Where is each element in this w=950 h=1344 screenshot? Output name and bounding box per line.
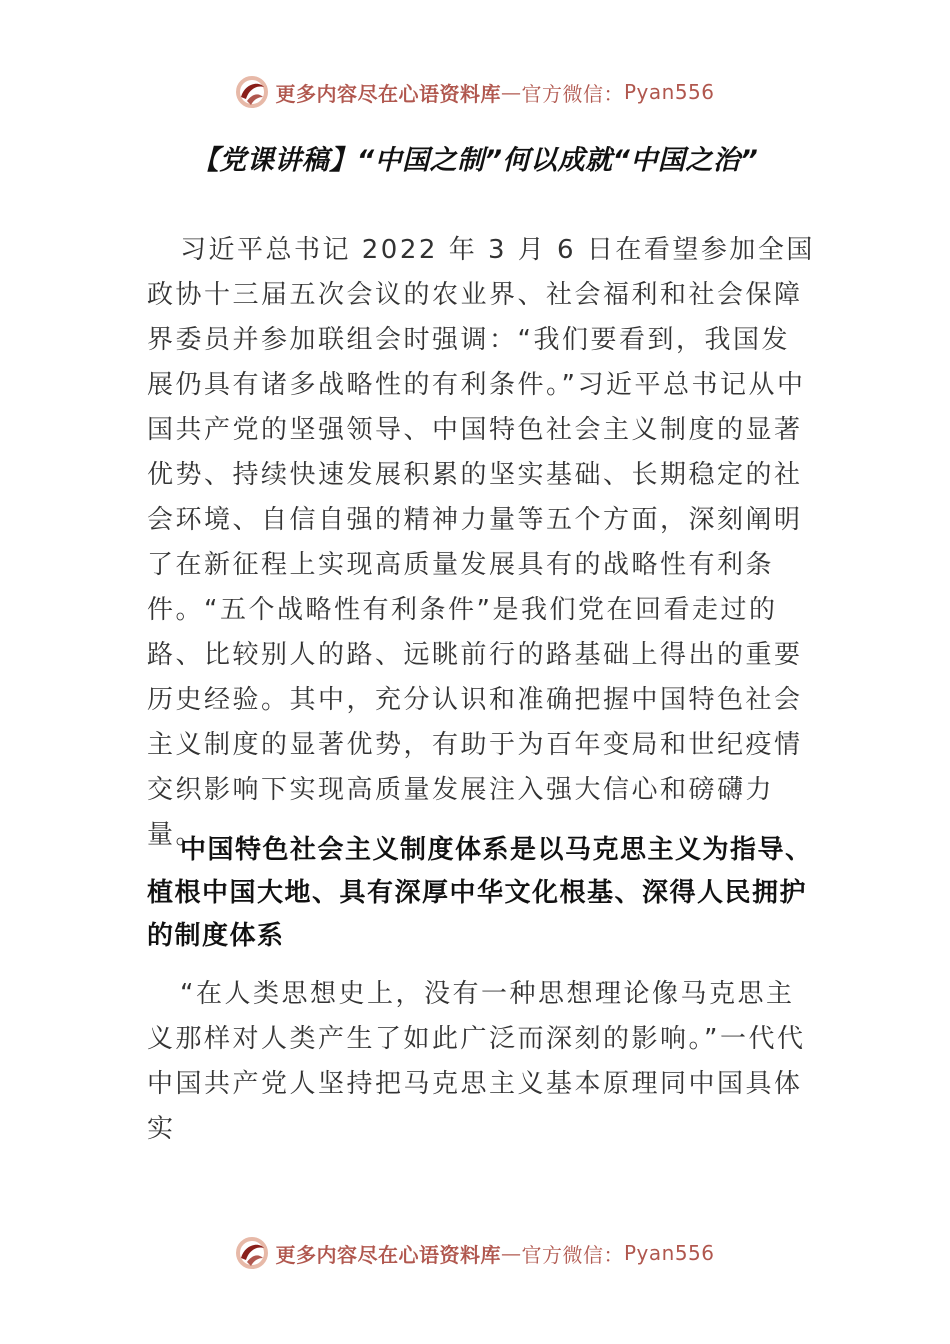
- banner-wechat-label: 官方微信：: [521, 1242, 624, 1267]
- banner-brand-text: 更多内容尽在心语资料库: [275, 81, 501, 106]
- banner-separator: —: [500, 80, 522, 104]
- banner-wechat-label: 官方微信：: [521, 81, 624, 106]
- body-paragraph-2: “在人类思想史上，没有一种思想理论像马克思主义那样对人类产生了如此广泛而深刻的影响。”一代代中国共产党人坚持把马克思主义基本原理同中国具体实: [147, 979, 806, 1144]
- brand-logo-icon: [235, 1236, 269, 1270]
- body-paragraph-1: 习近平总书记 2022 年 3 月 6 日在看望参加全国政协十三届五次会议的农业界、社会福利和社会保障界委员并参加联组会时强调：“我们要看到，我国发展仍具有诸多战略性的有利条件。”习近平总书记从中国共产党的坚强领导、中国特色社会主义制度的显著优势、持续快速发展积累的坚实基础、长期稳定的社会环境、自信自强的精神力量等五个方面，深刻阐明了在新征程上实现高质量发展具有的战略性有利条件。“五个战略性有利条件”是我们党在回看走过的路、比较别人的路、远眺前行的路基础上得出的重要历史经验。其中，充分认识和准确把握中国特色社会主义制度的显著优势，有助于为百年变局和世纪疫情交织影响下实现高质量发展注入强大信心和磅礴力量。: [147, 235, 815, 850]
- section-heading-1: 中国特色社会主义制度体系是以马克思主义为指导、植根中国大地、具有深厚中华文化根基、深得人民拥护的制度体系: [147, 835, 813, 951]
- footer-banner: [0, 1233, 950, 1273]
- banner-wechat-id: Pyan556: [623, 80, 715, 104]
- banner-separator: —: [500, 1241, 522, 1265]
- document-title: 【党课讲稿】“中国之制”何以成就“中国之治”: [191, 145, 759, 176]
- banner-brand-text: 更多内容尽在心语资料库: [275, 1242, 501, 1267]
- brand-logo-icon: [235, 75, 269, 109]
- header-banner: [0, 72, 950, 112]
- banner-wechat-id: Pyan556: [623, 1241, 715, 1265]
